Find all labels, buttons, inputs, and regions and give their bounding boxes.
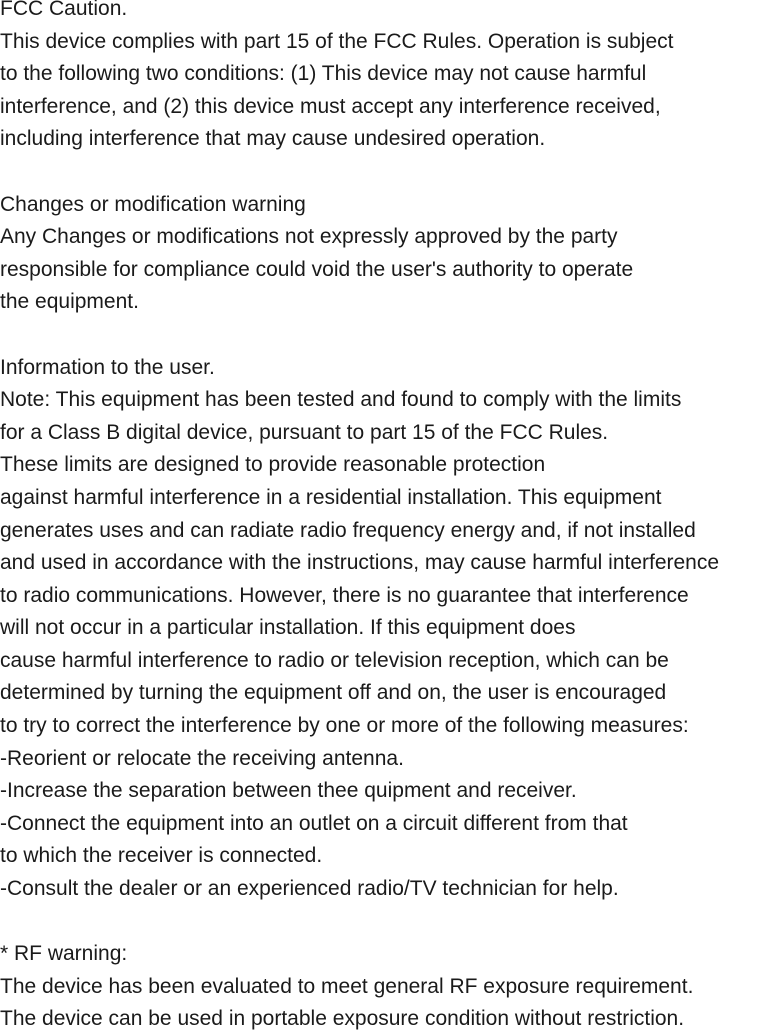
fcc-caution-line: interference, and (2) this device must accept any interference received,	[0, 94, 661, 118]
user-information-line: against harmful interference in a residential installation. This equipment	[0, 485, 662, 509]
changes-warning-heading: Changes or modification warning	[0, 192, 306, 216]
rf-warning-line: The device can be used in portable exposure condition without restriction.	[0, 1007, 685, 1031]
user-information-line: for a Class B digital device, pursuant to part 15 of the FCC Rules.	[0, 420, 609, 444]
user-information-line: cause harmful interference to radio or television reception, which can be	[0, 648, 669, 672]
user-information-line: will not occur in a particular installation. If this equipment does	[0, 616, 576, 640]
user-information-line: generates uses and can radiate radio frequency energy and, if not installed	[0, 518, 696, 542]
measure-item: -Reorient or relocate the receiving antenna.	[0, 746, 404, 770]
changes-warning-line: the equipment.	[0, 290, 139, 314]
user-information-line: to try to correct the interference by one or more of the following measures:	[0, 714, 689, 738]
paragraph-spacer	[0, 906, 783, 939]
measure-item: -Connect the equipment into an outlet on a circuit different from that	[0, 811, 628, 835]
user-information-line: and used in accordance with the instructions, may cause harmful interference	[0, 551, 720, 575]
fcc-caution-line: to the following two conditions: (1) This device may not cause harmful	[0, 62, 647, 86]
user-information-section	[0, 352, 783, 906]
measure-item-continuation: to which the receiver is connected.	[0, 844, 323, 868]
fcc-caution-section	[0, 0, 783, 156]
measure-item: -Increase the separation between thee quipment and receiver.	[0, 779, 577, 803]
rf-warning-section	[0, 938, 783, 1036]
fcc-caution-line: including interference that may cause undesired operation.	[0, 127, 546, 151]
changes-warning-line: Any Changes or modifications not expressly approved by the party	[0, 225, 618, 249]
user-information-line: These limits are designed to provide reasonable protection	[0, 453, 546, 477]
user-information-heading: Information to the user.	[0, 355, 215, 379]
measure-item: -Consult the dealer or an experienced radio/TV technician for help.	[0, 877, 619, 901]
paragraph-spacer	[0, 156, 783, 189]
paragraph-spacer	[0, 319, 783, 352]
changes-warning-section	[0, 189, 783, 319]
fcc-caution-heading: FCC Caution.	[0, 0, 128, 20]
rf-warning-heading: * RF warning:	[0, 942, 128, 966]
user-information-line: to radio communications. However, there is no guarantee that interference	[0, 583, 689, 607]
fcc-caution-line: This device complies with part 15 of the FCC Rules. Operation is subject	[0, 29, 674, 53]
user-information-line: Note: This equipment has been tested and found to comply with the limits	[0, 388, 682, 412]
changes-warning-line: responsible for compliance could void the user's authority to operate	[0, 257, 634, 281]
user-information-line: determined by turning the equipment off and on, the user is encouraged	[0, 681, 667, 705]
rf-warning-line: The device has been evaluated to meet general RF exposure requirement.	[0, 974, 694, 998]
